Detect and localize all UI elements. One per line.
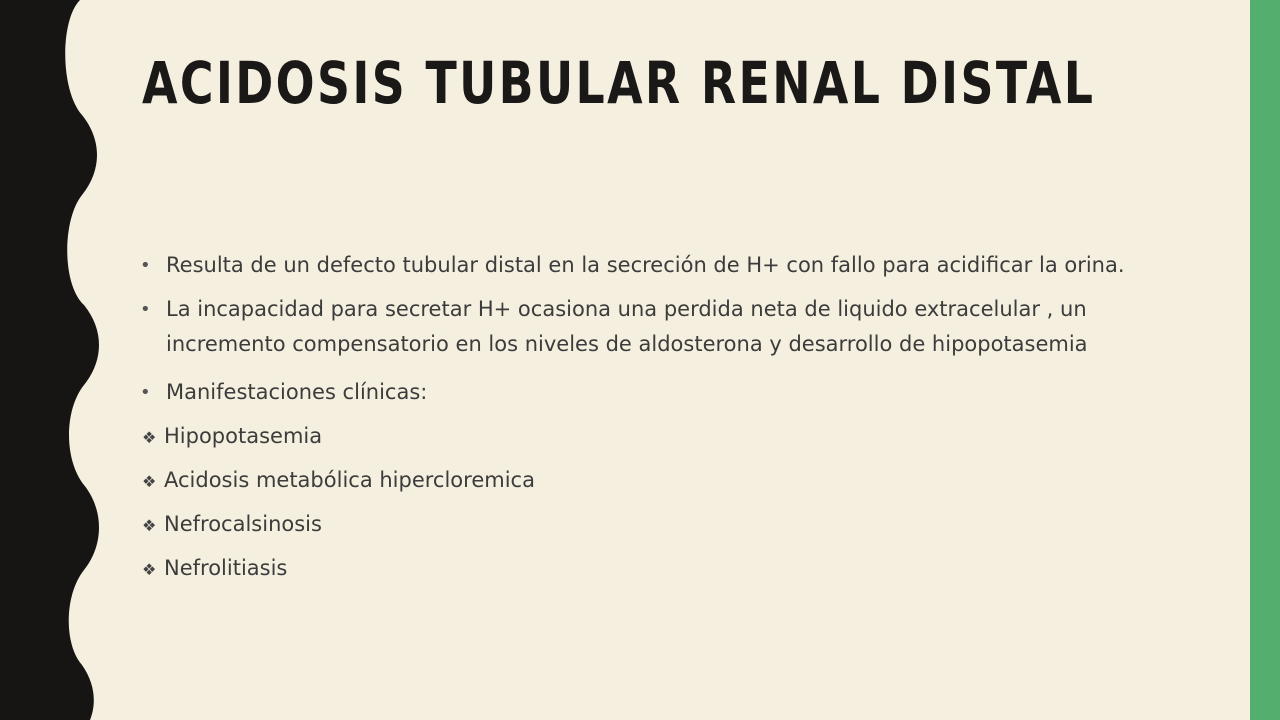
bullet-icon: • (140, 255, 151, 276)
manifestation-text: Hipopotasemia (164, 424, 323, 448)
bullet-icon: • (140, 299, 151, 320)
manifestation-text: Nefrolitiasis (164, 556, 288, 580)
bullet-text: Manifestaciones clínicas: (166, 380, 428, 404)
manifestation-item (140, 551, 1220, 586)
bullet-item (140, 375, 1220, 410)
manifestation-text: Nefrocalsinosis (164, 512, 322, 536)
bullet-text-line-2: incremento compensatorio en los niveles de aldosterona y desarrollo de hipopotasemia (166, 332, 1088, 356)
bullet-item (140, 292, 1220, 362)
diamond-bullet-icon: ❖ (142, 472, 157, 491)
bullet-item (140, 248, 1220, 283)
bullet-text-line-1: La incapacidad para secretar H+ ocasiona una perdida neta de liquido extracelular , un (166, 297, 1087, 321)
right-accent-bar (1250, 0, 1280, 720)
diamond-bullet-icon: ❖ (142, 560, 157, 579)
manifestation-item (140, 463, 1220, 498)
manifestation-text: Acidosis metabólica hipercloremica (164, 468, 535, 492)
slide-title: ACIDOSIS TUBULAR RENAL DISTAL (142, 49, 1096, 117)
wavy-left-band (0, 0, 100, 720)
bullet-icon: • (140, 382, 151, 403)
slide-body (140, 248, 1220, 586)
manifestation-item (140, 507, 1220, 542)
diamond-bullet-icon: ❖ (142, 428, 157, 447)
diamond-bullet-icon: ❖ (142, 516, 157, 535)
bullet-text: Resulta de un defecto tubular distal en la secreción de H+ con fallo para acidificar la orina. (166, 253, 1125, 277)
manifestation-item (140, 419, 1220, 454)
